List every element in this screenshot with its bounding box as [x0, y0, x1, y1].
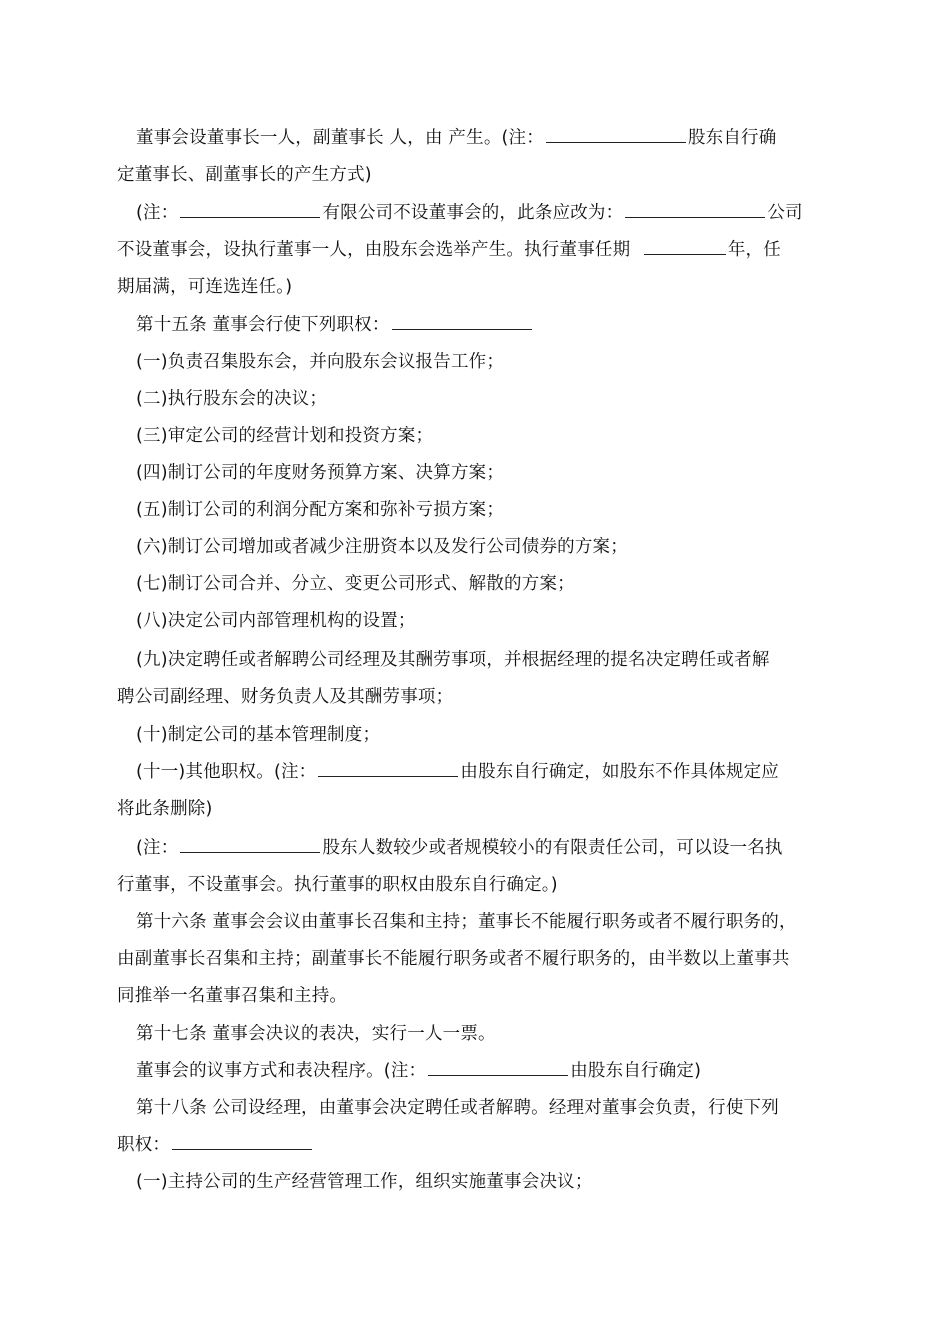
list-item: (七)制订公司合并、分立、变更公司形式、解散的方案；	[136, 574, 575, 594]
paragraph-line	[117, 195, 843, 232]
list-item: (五)制订公司的利润分配方案和弥补亏损方案；	[136, 500, 505, 520]
article-17	[117, 1016, 843, 1053]
paragraph-line: 第十八条 公司设经理，由董事会决定聘任或者解聘。经理对董事会负责，行使下列	[136, 1098, 779, 1118]
text-segment: 年，任	[727, 240, 781, 260]
text-segment: (注：	[136, 203, 179, 223]
text-segment: 董事会设董事长一人，副董事长 人，由 产生。(注：	[136, 128, 544, 148]
fill-blank	[625, 201, 765, 218]
text-segment: 由股东自行确定)	[570, 1061, 702, 1081]
paragraph-line: 将此条删除)	[117, 799, 213, 819]
list-item: (十)制定公司的基本管理制度；	[136, 725, 381, 745]
article-16	[117, 904, 843, 1015]
paragraph-line	[117, 1127, 843, 1164]
paragraph-line: 聘公司副经理、财务负责人及其酬劳事项；	[117, 687, 454, 707]
paragraph-procedure	[117, 1053, 843, 1090]
fill-blank	[392, 313, 532, 330]
paragraph-line: 定董事长、副董事长的产生方式)	[117, 165, 372, 185]
list-item: (六)制订公司增加或者减少注册资本以及发行公司债券的方案；	[136, 537, 628, 557]
paragraph-line: 由副董事长召集和主持；副董事长不能履行职务或者不履行职务的，由半数以上董事共	[117, 949, 790, 969]
paragraph-line: 期届满，可连选连任。)	[117, 277, 293, 297]
list-item: (三)审定公司的经营计划和投资方案；	[136, 426, 434, 446]
article-18	[117, 1090, 843, 1164]
item-10	[117, 717, 843, 754]
text-segment: 股东自行确	[687, 128, 777, 148]
paragraph-small-company-note	[117, 830, 843, 904]
paragraph-line	[117, 754, 843, 791]
fill-blank	[318, 760, 458, 777]
item-11	[117, 754, 843, 828]
paragraph-line	[117, 307, 843, 344]
paragraph-line: 行董事，不设董事会。执行董事的职权由股东自行确定。)	[117, 875, 558, 895]
text-segment: 不设董事会，设执行董事一人，由股东会选举产生。执行董事任期	[117, 240, 631, 260]
list-item: (一)负责召集股东会，并向股东会议报告工作；	[136, 352, 505, 372]
text-segment: (注：	[136, 838, 179, 858]
fill-blank	[644, 238, 726, 255]
fill-blank	[172, 1133, 312, 1150]
text-segment: 股东人数较少或者规模较小的有限责任公司，可以设一名执	[322, 838, 783, 858]
paragraph-chairman	[117, 120, 843, 194]
text-segment: 由股东自行确定，如股东不作具体规定应	[460, 762, 779, 782]
paragraph-line	[117, 232, 843, 269]
list-item: (一)主持公司的生产经营管理工作，组织实施董事会决议；	[136, 1172, 593, 1192]
fill-blank	[428, 1059, 568, 1076]
item-9	[117, 642, 843, 716]
article-18-items	[117, 1164, 843, 1201]
paragraph-line	[117, 1053, 843, 1090]
paragraph-line: 第十六条 董事会会议由董事长召集和主持；董事长不能履行职务或者不履行职务的，	[136, 912, 797, 932]
paragraph-line: 第十七条 董事会决议的表决，实行一人一票。	[136, 1024, 496, 1044]
text-segment: 职权：	[117, 1135, 171, 1155]
text-segment: (十一)其他职权。(注：	[136, 762, 317, 782]
paragraph-line	[117, 830, 843, 867]
list-item: (四)制订公司的年度财务预算方案、决算方案；	[136, 463, 505, 483]
paragraph-line	[117, 120, 843, 157]
list-item: (二)执行股东会的决议；	[136, 389, 328, 409]
list-item: (八)决定公司内部管理机构的设置；	[136, 611, 416, 631]
text-segment: 董事会的议事方式和表决程序。(注：	[136, 1061, 427, 1081]
paragraph-line: 同推举一名董事召集和主持。	[117, 986, 348, 1006]
article-15-items	[117, 344, 843, 640]
text-segment: 公司	[767, 203, 803, 223]
text-segment: 第十五条 董事会行使下列职权：	[136, 315, 390, 335]
article-15-heading	[117, 307, 843, 344]
paragraph-executive-director-note	[117, 195, 843, 306]
fill-blank	[180, 201, 320, 218]
fill-blank	[546, 126, 686, 143]
text-segment: 有限公司不设董事会的，此条应改为：	[322, 203, 624, 223]
paragraph-line: (九)决定聘任或者解聘公司经理及其酬劳事项，并根据经理的提名决定聘任或者解	[136, 650, 770, 670]
fill-blank	[180, 836, 320, 853]
